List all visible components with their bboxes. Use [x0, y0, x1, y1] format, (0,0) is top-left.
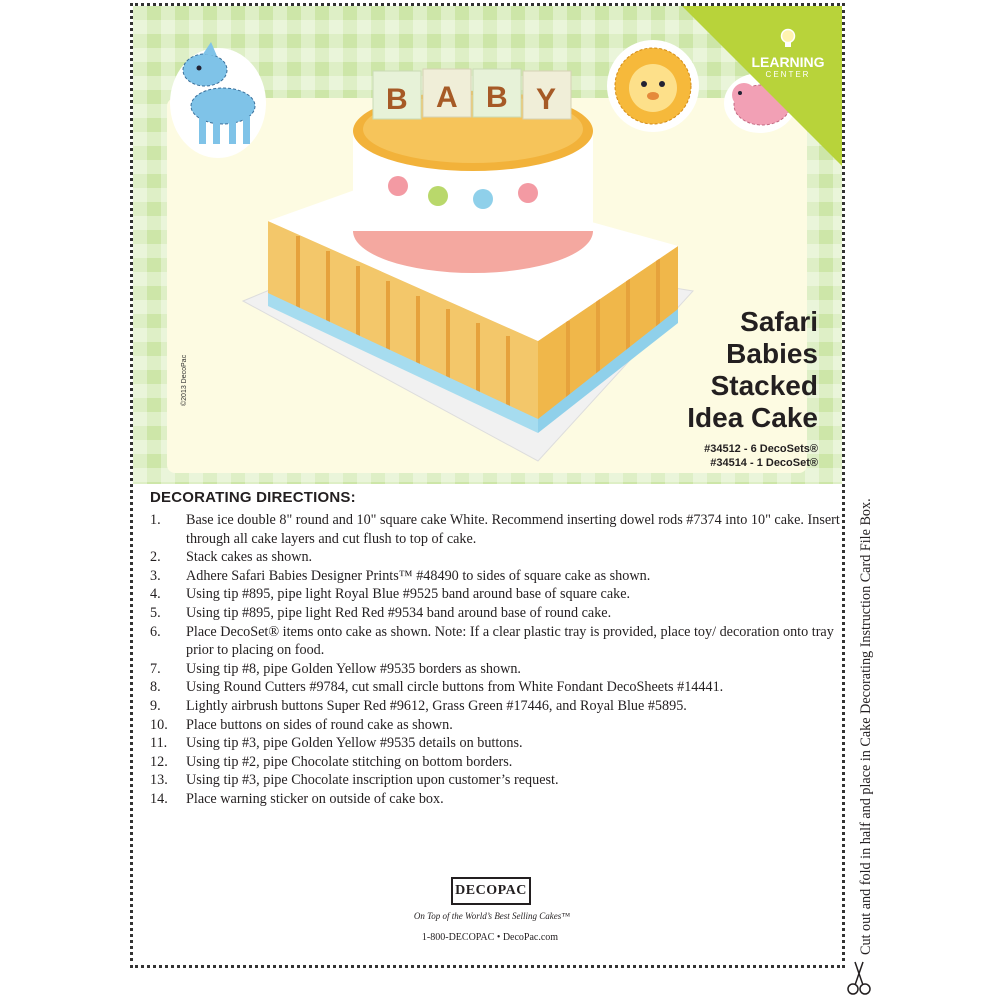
list-item [150, 585, 840, 604]
step-text: Using tip #895, pipe light Royal Blue #9525 band around base of square cake. [186, 586, 631, 603]
step-number: 9. [150, 697, 161, 714]
contact-info: 1-800-DECOPAC • DecoPac.com [421, 932, 559, 943]
cake-block-b1: B [386, 83, 408, 116]
step-number: 8. [150, 679, 161, 696]
step-number: 5. [150, 604, 161, 621]
step-number: 14. [150, 790, 168, 807]
list-item [150, 511, 840, 548]
step-text: Lightly airbrush buttons Super Red #9612, Grass Green #17446, and Royal Blue #5895. [186, 697, 687, 714]
step-number: 13. [150, 772, 168, 789]
sku-line: #34514 - 1 DecoSet® [710, 457, 818, 469]
list-item [150, 753, 840, 772]
lightbulb-icon [780, 28, 796, 50]
step-text: Using tip #8, pipe Golden Yellow #9535 borders as shown. [186, 660, 521, 677]
list-item [150, 734, 840, 753]
title-line: Safari [740, 306, 818, 337]
decopac-logo: DECOPAC [451, 877, 531, 905]
page-title [687, 306, 818, 434]
list-item [150, 697, 840, 716]
list-item [150, 567, 840, 586]
step-text: Base ice double 8" round and 10" square cake White. Recommend inserting dowel rods #7374 into 10" cake. Insert through all cake layers and cut flush to top of cake. [186, 512, 840, 547]
tagline: On Top of the World’s Best Selling Cakes™ [413, 911, 571, 921]
badge-line2: CENTER [765, 70, 811, 79]
step-text: Using tip #3, pipe Golden Yellow #9535 details on buttons. [186, 735, 523, 752]
cake-block-b2: B [486, 81, 508, 114]
list-item [150, 623, 840, 660]
step-text: Using tip #895, pipe light Red Red #9534 band around base of round cake. [186, 604, 612, 621]
cut-instructions: Cut out and fold in half and place in Cake Decorating Instruction Card File Box. [858, 498, 874, 955]
list-item [150, 604, 840, 623]
list-item [150, 548, 840, 567]
step-text: Place buttons on sides of round cake as shown. [186, 716, 453, 733]
step-text: Adhere Safari Babies Designer Prints™ #48490 to sides of square cake as shown. [186, 567, 651, 584]
scissors-icon [846, 960, 872, 996]
sku-line: #34512 - 6 DecoSets® [704, 443, 818, 455]
copyright: ©2013 DecoPac [181, 354, 188, 406]
step-number: 3. [150, 567, 161, 584]
step-number: 12. [150, 753, 168, 770]
title-line: Babies [726, 338, 818, 369]
step-number: 10. [150, 716, 168, 733]
step-text: Place DecoSet® items onto cake as shown. Note: If a clear plastic tray is provided, place toy/ decoration onto tray prior to placing on food. [186, 623, 834, 659]
step-text: Using tip #2, pipe Chocolate stitching on bottom borders. [186, 753, 513, 770]
step-text: Using tip #3, pipe Chocolate inscription upon customer’s request. [186, 772, 559, 789]
list-item [150, 771, 840, 790]
step-number: 4. [150, 586, 161, 603]
list-item [150, 678, 840, 697]
learning-center-badge [682, 6, 842, 166]
sku-list [704, 442, 818, 470]
list-item [150, 716, 840, 735]
step-text: Using Round Cutters #9784, cut small circle buttons from White Fondant DecoSheets #14441. [186, 679, 724, 696]
title-line: Idea Cake [687, 402, 818, 433]
directions-heading: DECORATING DIRECTIONS: [150, 489, 356, 506]
cake-block-y: Y [536, 83, 557, 116]
directions-list [150, 511, 840, 809]
badge-line1: LEARNING [751, 54, 825, 70]
list-item [150, 790, 840, 809]
step-number: 7. [150, 660, 161, 677]
step-number: 6. [150, 623, 161, 640]
step-text: Stack cakes as shown. [186, 549, 313, 566]
step-text: Place warning sticker on outside of cake box. [186, 790, 444, 807]
step-number: 11. [150, 735, 168, 752]
list-item [150, 660, 840, 679]
title-line: Stacked [710, 370, 818, 401]
step-number: 2. [150, 549, 161, 566]
hero-panel [133, 6, 842, 484]
step-number: 1. [150, 512, 161, 528]
cake-block-a: A [436, 81, 458, 114]
